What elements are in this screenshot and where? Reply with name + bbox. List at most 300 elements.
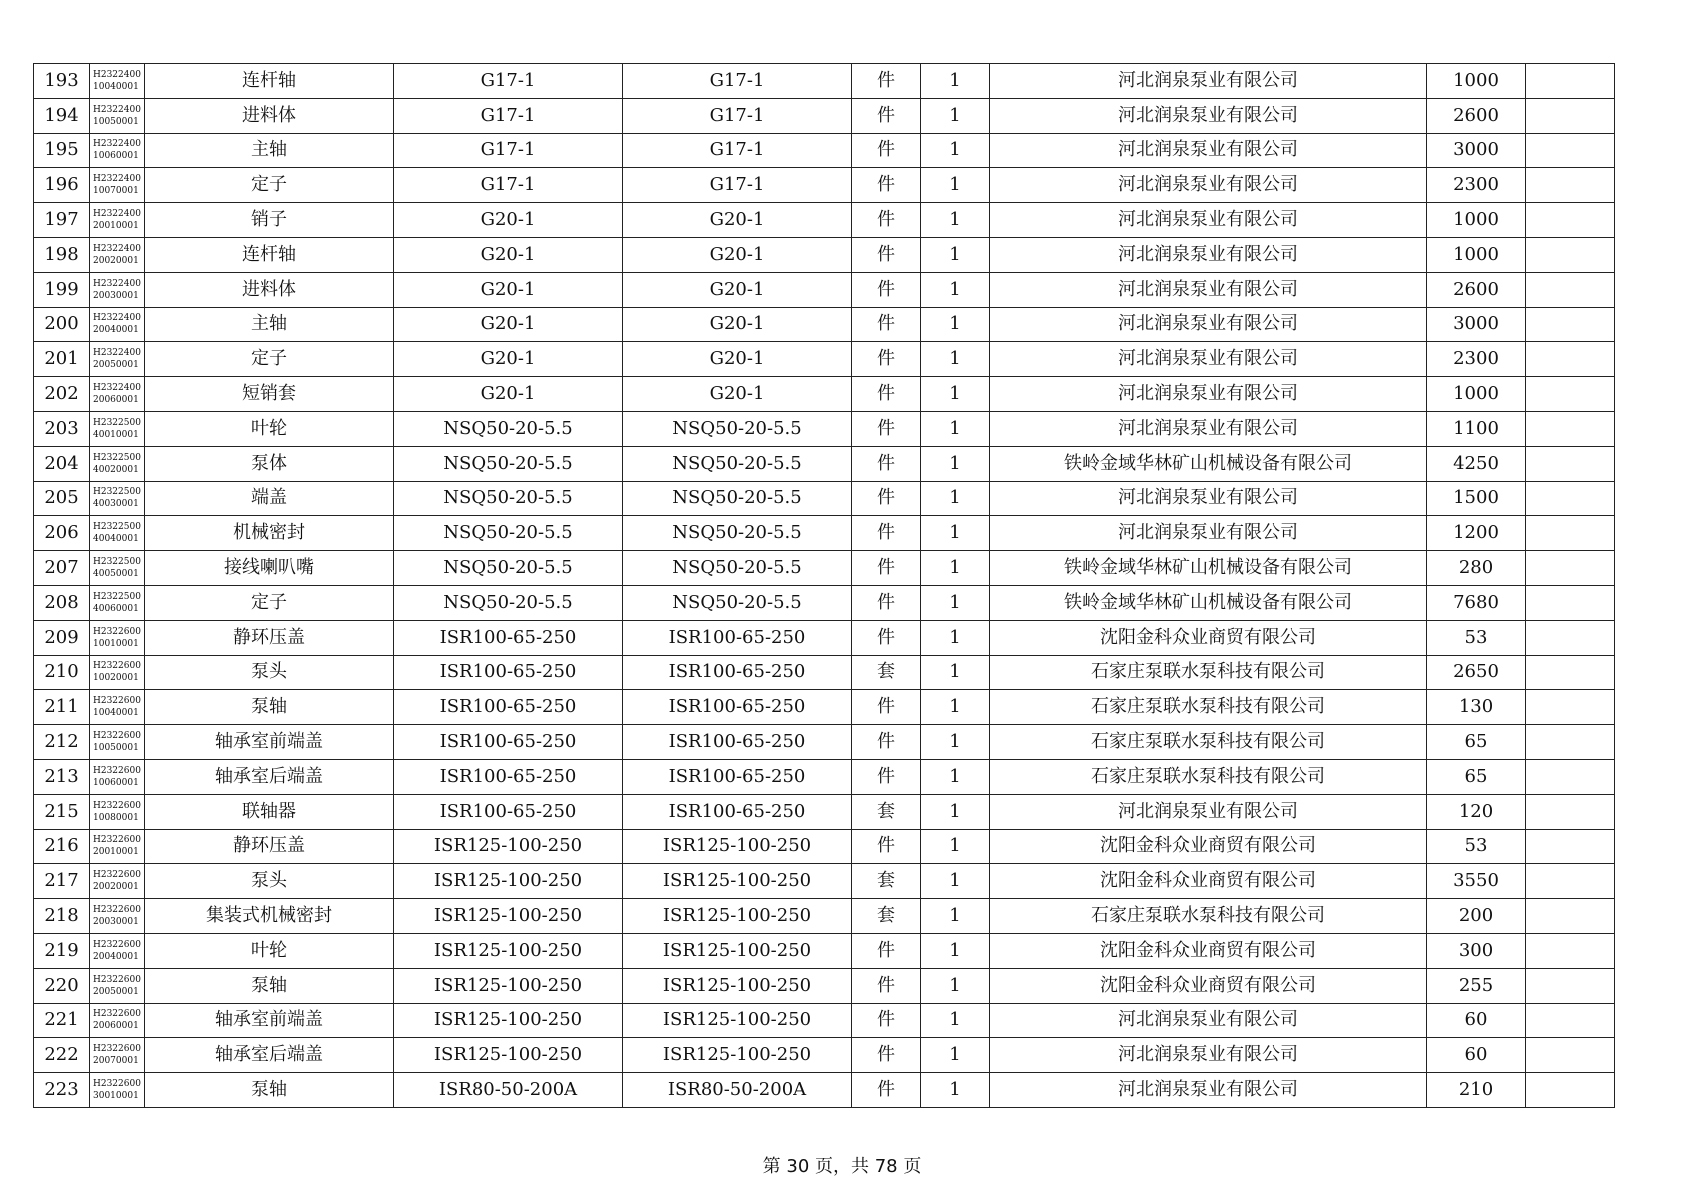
- remark: [1526, 968, 1615, 1003]
- material-code-top: H2322400: [93, 313, 141, 324]
- material-code: [90, 690, 145, 725]
- specification: ISR100-65-250: [623, 655, 852, 690]
- supplier-name: 铁岭金域华林矿山机械设备有限公司: [990, 446, 1427, 481]
- unit: 件: [852, 133, 921, 168]
- specification: ISR125-100-250: [623, 864, 852, 899]
- model-number: ISR125-100-250: [394, 1038, 623, 1073]
- supplier-name: 河北润泉泵业有限公司: [990, 168, 1427, 203]
- remark: [1526, 655, 1615, 690]
- model-number: NSQ50-20-5.5: [394, 446, 623, 481]
- supplier-name: 铁岭金域华林矿山机械设备有限公司: [990, 551, 1427, 586]
- remark: [1526, 446, 1615, 481]
- unit-price: 130: [1427, 690, 1526, 725]
- table-body: [34, 64, 1615, 1108]
- unit: 件: [852, 725, 921, 760]
- model-number: G17-1: [394, 98, 623, 133]
- part-name: 轴承室后端盖: [145, 1038, 394, 1073]
- model-number: ISR100-65-250: [394, 759, 623, 794]
- supplier-name: 河北润泉泵业有限公司: [990, 98, 1427, 133]
- remark: [1526, 1003, 1615, 1038]
- table-row: [34, 377, 1615, 412]
- unit: 件: [852, 1003, 921, 1038]
- quantity: 1: [921, 481, 990, 516]
- unit: 件: [852, 759, 921, 794]
- part-name: 连杆轴: [145, 237, 394, 272]
- supplier-name: 河北润泉泵业有限公司: [990, 307, 1427, 342]
- row-number: 219: [34, 933, 90, 968]
- unit-price: 280: [1427, 551, 1526, 586]
- part-name: 进料体: [145, 98, 394, 133]
- unit: 件: [852, 64, 921, 99]
- supplier-name: 河北润泉泵业有限公司: [990, 1073, 1427, 1108]
- material-code-top: H2322600: [93, 1009, 141, 1020]
- table-row: [34, 864, 1615, 899]
- row-number: 193: [34, 64, 90, 99]
- material-code: [90, 933, 145, 968]
- material-code-bottom: 20060001: [93, 395, 139, 406]
- material-code-top: H2322500: [93, 452, 141, 463]
- row-number: 207: [34, 551, 90, 586]
- unit: 件: [852, 690, 921, 725]
- part-name: 端盖: [145, 481, 394, 516]
- material-code-bottom: 20040001: [93, 951, 139, 962]
- specification: G20-1: [623, 342, 852, 377]
- supplier-name: 石家庄泵联水泵科技有限公司: [990, 899, 1427, 934]
- material-code-top: H2322600: [93, 1079, 141, 1089]
- material-code: [90, 133, 145, 168]
- quantity: 1: [921, 272, 990, 307]
- row-number: 195: [34, 133, 90, 168]
- part-name: 进料体: [145, 272, 394, 307]
- model-number: NSQ50-20-5.5: [394, 516, 623, 551]
- material-code-bottom: 10060001: [93, 777, 139, 788]
- unit: 件: [852, 168, 921, 203]
- model-number: G17-1: [394, 64, 623, 99]
- part-name: 接线喇叭嘴: [145, 551, 394, 586]
- model-number: ISR100-65-250: [394, 620, 623, 655]
- row-number: 204: [34, 446, 90, 481]
- specification: G17-1: [623, 98, 852, 133]
- material-code-bottom: 40010001: [93, 429, 139, 440]
- table-row: [34, 899, 1615, 934]
- quantity: 1: [921, 1073, 990, 1108]
- remark: [1526, 585, 1615, 620]
- material-code-bottom: 40020001: [93, 464, 139, 475]
- quantity: 1: [921, 64, 990, 99]
- unit-price: 1100: [1427, 411, 1526, 446]
- table-row: [34, 272, 1615, 307]
- row-number: 212: [34, 725, 90, 760]
- material-code: [90, 481, 145, 516]
- remark: [1526, 307, 1615, 342]
- table-row: [34, 585, 1615, 620]
- supplier-name: 河北润泉泵业有限公司: [990, 794, 1427, 829]
- table-row: [34, 968, 1615, 1003]
- specification: G17-1: [623, 64, 852, 99]
- material-code: [90, 1073, 145, 1108]
- material-code: [90, 655, 145, 690]
- material-code: [90, 411, 145, 446]
- material-code: [90, 237, 145, 272]
- remark: [1526, 933, 1615, 968]
- material-code-top: H2322400: [93, 69, 141, 80]
- part-name: 定子: [145, 342, 394, 377]
- model-number: G20-1: [394, 203, 623, 238]
- unit-price: 3000: [1427, 133, 1526, 168]
- material-code: [90, 307, 145, 342]
- quantity: 1: [921, 307, 990, 342]
- specification: ISR125-100-250: [623, 933, 852, 968]
- material-code: [90, 725, 145, 760]
- material-code-top: H2322600: [93, 835, 141, 846]
- material-code: [90, 864, 145, 899]
- model-number: ISR80-50-200A: [394, 1073, 623, 1108]
- supplier-name: 石家庄泵联水泵科技有限公司: [990, 725, 1427, 760]
- row-number: 197: [34, 203, 90, 238]
- specification: G17-1: [623, 133, 852, 168]
- unit-price: 3000: [1427, 307, 1526, 342]
- unit: 件: [852, 481, 921, 516]
- remark: [1526, 168, 1615, 203]
- unit-price: 1000: [1427, 64, 1526, 99]
- unit-price: 2650: [1427, 655, 1526, 690]
- remark: [1526, 829, 1615, 864]
- specification: NSQ50-20-5.5: [623, 446, 852, 481]
- unit-price: 120: [1427, 794, 1526, 829]
- row-number: 203: [34, 411, 90, 446]
- material-code-top: H2322500: [93, 591, 141, 602]
- material-code-bottom: 20050001: [93, 986, 139, 997]
- part-name: 机械密封: [145, 516, 394, 551]
- row-number: 208: [34, 585, 90, 620]
- quantity: 1: [921, 899, 990, 934]
- part-name: 短销套: [145, 377, 394, 412]
- material-code: [90, 620, 145, 655]
- material-code-top: H2322400: [93, 348, 141, 359]
- quantity: 1: [921, 585, 990, 620]
- table-row: [34, 655, 1615, 690]
- model-number: ISR125-100-250: [394, 933, 623, 968]
- remark: [1526, 237, 1615, 272]
- material-code-top: H2322600: [93, 731, 141, 742]
- unit: 件: [852, 272, 921, 307]
- quantity: 1: [921, 237, 990, 272]
- row-number: 213: [34, 759, 90, 794]
- material-code: [90, 1038, 145, 1073]
- unit: 件: [852, 933, 921, 968]
- material-code: [90, 342, 145, 377]
- unit: 件: [852, 1038, 921, 1073]
- specification: NSQ50-20-5.5: [623, 551, 852, 586]
- quantity: 1: [921, 759, 990, 794]
- material-code-top: H2322600: [93, 974, 141, 985]
- material-code: [90, 551, 145, 586]
- table-row: [34, 829, 1615, 864]
- specification: ISR100-65-250: [623, 794, 852, 829]
- remark: [1526, 272, 1615, 307]
- part-name: 主轴: [145, 133, 394, 168]
- remark: [1526, 481, 1615, 516]
- supplier-name: 河北润泉泵业有限公司: [990, 1038, 1427, 1073]
- unit: 套: [852, 899, 921, 934]
- remark: [1526, 377, 1615, 412]
- specification: ISR100-65-250: [623, 690, 852, 725]
- material-code-bottom: 10050001: [93, 743, 139, 754]
- row-number: 217: [34, 864, 90, 899]
- table-row: [34, 1003, 1615, 1038]
- row-number: 218: [34, 899, 90, 934]
- table-row: [34, 1038, 1615, 1073]
- row-number: 200: [34, 307, 90, 342]
- remark: [1526, 759, 1615, 794]
- unit: 件: [852, 377, 921, 412]
- specification: ISR125-100-250: [623, 1003, 852, 1038]
- material-code-bottom: 10080001: [93, 812, 139, 823]
- material-code: [90, 899, 145, 934]
- supplier-name: 沈阳金科众业商贸有限公司: [990, 829, 1427, 864]
- table-row: [34, 133, 1615, 168]
- supplier-name: 河北润泉泵业有限公司: [990, 411, 1427, 446]
- remark: [1526, 411, 1615, 446]
- remark: [1526, 133, 1615, 168]
- material-code: [90, 794, 145, 829]
- table-row: [34, 446, 1615, 481]
- table-row: [34, 481, 1615, 516]
- quantity: 1: [921, 516, 990, 551]
- quantity: 1: [921, 655, 990, 690]
- table-row: [34, 933, 1615, 968]
- part-name: 叶轮: [145, 411, 394, 446]
- unit-price: 255: [1427, 968, 1526, 1003]
- specification: NSQ50-20-5.5: [623, 516, 852, 551]
- quantity: 1: [921, 829, 990, 864]
- unit-price: 1000: [1427, 203, 1526, 238]
- material-code: [90, 759, 145, 794]
- table-row: [34, 342, 1615, 377]
- specification: G20-1: [623, 203, 852, 238]
- supplier-name: 河北润泉泵业有限公司: [990, 203, 1427, 238]
- remark: [1526, 203, 1615, 238]
- material-code: [90, 829, 145, 864]
- material-code-top: H2322600: [93, 696, 141, 707]
- material-code: [90, 98, 145, 133]
- material-code-top: H2322600: [93, 626, 141, 637]
- unit-price: 53: [1427, 620, 1526, 655]
- remark: [1526, 864, 1615, 899]
- material-code: [90, 968, 145, 1003]
- unit-price: 60: [1427, 1003, 1526, 1038]
- quantity: 1: [921, 620, 990, 655]
- unit: 件: [852, 237, 921, 272]
- part-name: 泵轴: [145, 690, 394, 725]
- specification: G20-1: [623, 377, 852, 412]
- row-number: 202: [34, 377, 90, 412]
- material-code-top: H2322400: [93, 174, 141, 185]
- table-row: [34, 551, 1615, 586]
- unit: 套: [852, 655, 921, 690]
- material-code-bottom: 20020001: [93, 255, 139, 266]
- supplier-name: 河北润泉泵业有限公司: [990, 342, 1427, 377]
- part-name: 泵头: [145, 655, 394, 690]
- material-code-bottom: 20010001: [93, 847, 139, 858]
- row-number: 216: [34, 829, 90, 864]
- row-number: 194: [34, 98, 90, 133]
- specification: ISR125-100-250: [623, 968, 852, 1003]
- part-name: 主轴: [145, 307, 394, 342]
- row-number: 199: [34, 272, 90, 307]
- quantity: 1: [921, 411, 990, 446]
- row-number: 220: [34, 968, 90, 1003]
- remark: [1526, 899, 1615, 934]
- material-code-bottom: 20010001: [93, 221, 139, 232]
- unit-price: 60: [1427, 1038, 1526, 1073]
- table-row: [34, 620, 1615, 655]
- remark: [1526, 1073, 1615, 1108]
- material-code: [90, 203, 145, 238]
- material-code-top: H2322600: [93, 661, 141, 672]
- part-name: 泵轴: [145, 968, 394, 1003]
- part-name: 定子: [145, 168, 394, 203]
- model-number: NSQ50-20-5.5: [394, 551, 623, 586]
- model-number: NSQ50-20-5.5: [394, 481, 623, 516]
- row-number: 196: [34, 168, 90, 203]
- supplier-name: 石家庄泵联水泵科技有限公司: [990, 759, 1427, 794]
- supplier-name: 铁岭金域华林矿山机械设备有限公司: [990, 585, 1427, 620]
- material-code-top: H2322500: [93, 417, 141, 428]
- unit-price: 2600: [1427, 272, 1526, 307]
- unit: 件: [852, 203, 921, 238]
- part-name: 连杆轴: [145, 64, 394, 99]
- part-name: 联轴器: [145, 794, 394, 829]
- row-number: 206: [34, 516, 90, 551]
- material-code-bottom: 40060001: [93, 603, 139, 614]
- quantity: 1: [921, 794, 990, 829]
- unit-price: 1500: [1427, 481, 1526, 516]
- remark: [1526, 551, 1615, 586]
- material-code-bottom: 10010001: [93, 638, 139, 649]
- material-code: [90, 377, 145, 412]
- unit: 件: [852, 307, 921, 342]
- table-row: [34, 203, 1615, 238]
- model-number: ISR100-65-250: [394, 725, 623, 760]
- material-code-top: H2322400: [93, 104, 141, 115]
- part-name: 销子: [145, 203, 394, 238]
- model-number: G17-1: [394, 133, 623, 168]
- table-row: [34, 98, 1615, 133]
- material-code-bottom: 10040001: [93, 708, 139, 719]
- supplier-name: 沈阳金科众业商贸有限公司: [990, 968, 1427, 1003]
- quantity: 1: [921, 203, 990, 238]
- supplier-name: 石家庄泵联水泵科技有限公司: [990, 690, 1427, 725]
- material-code-top: H2322400: [93, 139, 141, 150]
- supplier-name: 沈阳金科众业商贸有限公司: [990, 864, 1427, 899]
- material-code-bottom: 10070001: [93, 186, 139, 197]
- row-number: 211: [34, 690, 90, 725]
- unit-price: 2300: [1427, 168, 1526, 203]
- model-number: G20-1: [394, 377, 623, 412]
- unit: 件: [852, 551, 921, 586]
- specification: NSQ50-20-5.5: [623, 585, 852, 620]
- remark: [1526, 1038, 1615, 1073]
- specification: ISR125-100-250: [623, 829, 852, 864]
- row-number: 210: [34, 655, 90, 690]
- unit: 件: [852, 98, 921, 133]
- part-name: 定子: [145, 585, 394, 620]
- material-code-top: H2322400: [93, 209, 141, 220]
- material-code-bottom: 10050001: [93, 116, 139, 127]
- specification: NSQ50-20-5.5: [623, 411, 852, 446]
- material-code-bottom: 20030001: [93, 917, 139, 928]
- material-code-bottom: 10060001: [93, 151, 139, 162]
- material-code-bottom: 40030001: [93, 499, 139, 510]
- material-code: [90, 168, 145, 203]
- unit-price: 65: [1427, 759, 1526, 794]
- row-number: 205: [34, 481, 90, 516]
- model-number: G17-1: [394, 168, 623, 203]
- remark: [1526, 342, 1615, 377]
- material-code-bottom: 20040001: [93, 325, 139, 336]
- specification: G20-1: [623, 307, 852, 342]
- supplier-name: 河北润泉泵业有限公司: [990, 377, 1427, 412]
- unit-price: 53: [1427, 829, 1526, 864]
- part-name: 集装式机械密封: [145, 899, 394, 934]
- material-code: [90, 585, 145, 620]
- material-code: [90, 272, 145, 307]
- material-code: [90, 446, 145, 481]
- quantity: 1: [921, 1003, 990, 1038]
- unit-price: 2600: [1427, 98, 1526, 133]
- supplier-name: 沈阳金科众业商贸有限公司: [990, 933, 1427, 968]
- specification: ISR100-65-250: [623, 759, 852, 794]
- model-number: ISR100-65-250: [394, 655, 623, 690]
- supplier-name: 沈阳金科众业商贸有限公司: [990, 620, 1427, 655]
- specification: NSQ50-20-5.5: [623, 481, 852, 516]
- specification: ISR80-50-200A: [623, 1073, 852, 1108]
- supplier-name: 河北润泉泵业有限公司: [990, 1003, 1427, 1038]
- material-code: [90, 516, 145, 551]
- unit-price: 1000: [1427, 237, 1526, 272]
- model-number: G20-1: [394, 342, 623, 377]
- quantity: 1: [921, 968, 990, 1003]
- supplier-name: 河北润泉泵业有限公司: [990, 481, 1427, 516]
- unit: 件: [852, 516, 921, 551]
- specification: ISR100-65-250: [623, 620, 852, 655]
- table-row: [34, 516, 1615, 551]
- material-code-bottom: 20070001: [93, 1056, 139, 1067]
- model-number: G20-1: [394, 307, 623, 342]
- unit-price: 7680: [1427, 585, 1526, 620]
- specification: ISR125-100-250: [623, 1038, 852, 1073]
- unit-price: 4250: [1427, 446, 1526, 481]
- quantity: 1: [921, 98, 990, 133]
- part-name: 轴承室前端盖: [145, 725, 394, 760]
- unit-price: 1000: [1427, 377, 1526, 412]
- unit-price: 200: [1427, 899, 1526, 934]
- material-code-top: H2322600: [93, 800, 141, 811]
- unit: 套: [852, 794, 921, 829]
- part-name: 泵头: [145, 864, 394, 899]
- part-name: 轴承室前端盖: [145, 1003, 394, 1038]
- material-code-top: H2322500: [93, 487, 141, 498]
- material-code: [90, 1003, 145, 1038]
- material-code-bottom: 20020001: [93, 882, 139, 893]
- supplier-name: 河北润泉泵业有限公司: [990, 516, 1427, 551]
- supplier-name: 石家庄泵联水泵科技有限公司: [990, 655, 1427, 690]
- model-number: NSQ50-20-5.5: [394, 585, 623, 620]
- quantity: 1: [921, 690, 990, 725]
- material-code-top: H2322600: [93, 939, 141, 950]
- quantity: 1: [921, 1038, 990, 1073]
